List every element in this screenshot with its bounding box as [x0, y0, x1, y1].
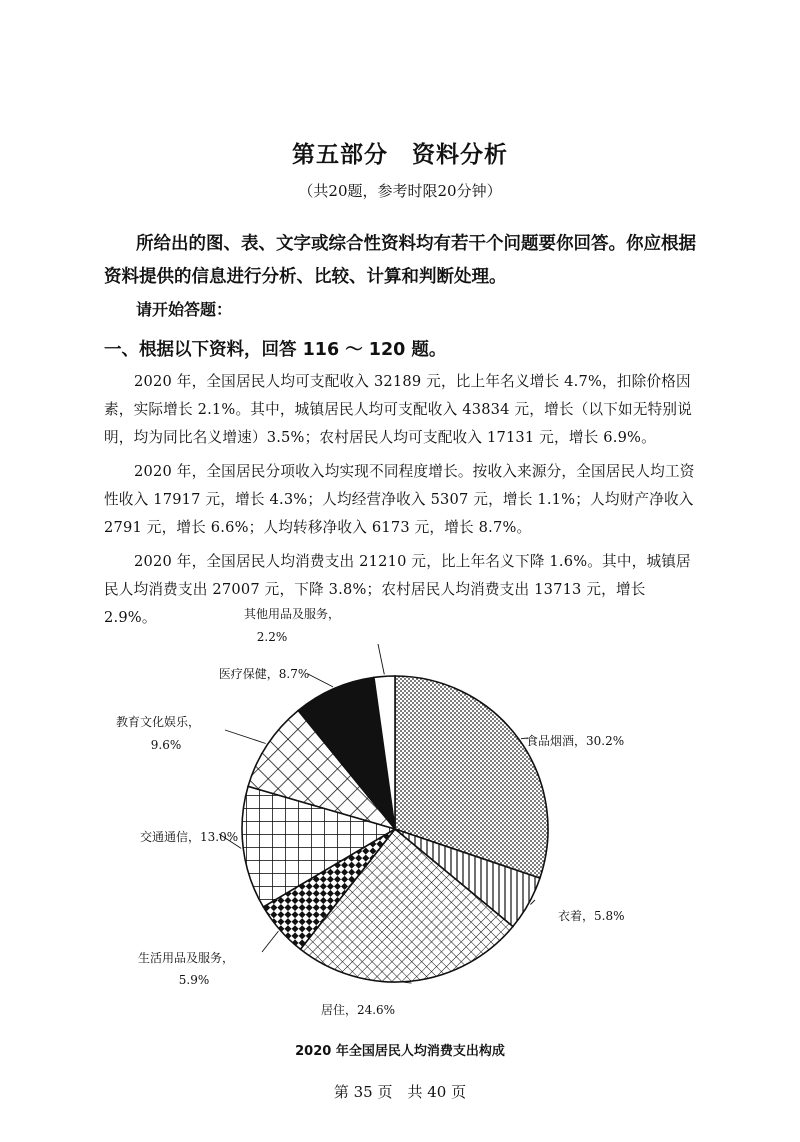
leader-line-5	[225, 730, 266, 744]
start-prompt: 请开始答题：	[136, 300, 233, 319]
slice-label-2-0: 居住，24.6%	[320, 1003, 396, 1017]
paragraph-consumption: 2020 年，全国居民人均消费支出 21210 元，比上年名义下降 1.6%。其中，城镇居民人均消费支出 27007 元，下降 3.8%；农村居民人均消费支出 13713 元，增长 2.9%。	[104, 553, 691, 626]
slice-label-6-0: 医疗保健，8.7%	[218, 667, 310, 681]
leader-line-6	[308, 674, 333, 687]
slice-label-7-1: 2.2%	[256, 630, 288, 644]
slice-label-1-0: 衣着，5.8%	[558, 909, 625, 923]
leader-line-7	[378, 644, 384, 674]
slice-label-5-0: 教育文化娱乐，	[115, 715, 201, 729]
slice-label-0-0: 食品烟酒，30.2%	[526, 734, 625, 748]
paragraph-income-sources: 2020 年，全国居民分项收入均实现不同程度增长。按收入来源分，全国居民人均工资性收入 17917 元，增长 4.3%；人均经营净收入 5307 元，增长 1.1%；人均财产净收入 2791 元，增长 6.6%；人均转移净收入 6173 元，增长 8.7%。	[104, 463, 695, 536]
paragraph-income: 2020 年，全国居民人均可支配收入 32189 元，比上年名义增长 4.7%，扣除价格因素，实际增长 2.1%。其中，城镇居民人均可支配收入 43834 元，增长（以下如无特别说明，均为同比名义增速）3.5%；农村居民人均可支配收入 17131 元，增长 6.9%。	[104, 373, 693, 446]
slice-label-4-0: 交通通信，13.0%	[140, 830, 239, 844]
chart-caption: 2020 年全国居民人均消费支出构成	[295, 1044, 505, 1059]
page-subtitle: （共20题，参考时限20分钟）	[298, 182, 502, 200]
slice-label-3-0: 生活用品及服务，	[137, 951, 235, 965]
leader-line-3	[262, 931, 278, 952]
page-footer: 第 35 页 共 40 页	[333, 1083, 467, 1101]
consumption-pie-chart	[90, 600, 710, 1040]
slice-label-7-0: 其他用品及服务，	[243, 607, 341, 621]
leader-line-2	[403, 982, 412, 983]
page-title: 第五部分 资料分析	[292, 142, 508, 168]
slice-label-3-1: 5.9%	[178, 973, 210, 987]
slice-label-5-1: 9.6%	[150, 738, 182, 752]
instructions: 所给出的图、表、文字或综合性资料均有若干个问题要你回答。你应根据资料提供的信息进行分析、比较、计算和判断处理。	[104, 234, 696, 287]
section-title: 一、根据以下资料，回答 116 ～ 120 题。	[104, 340, 447, 360]
